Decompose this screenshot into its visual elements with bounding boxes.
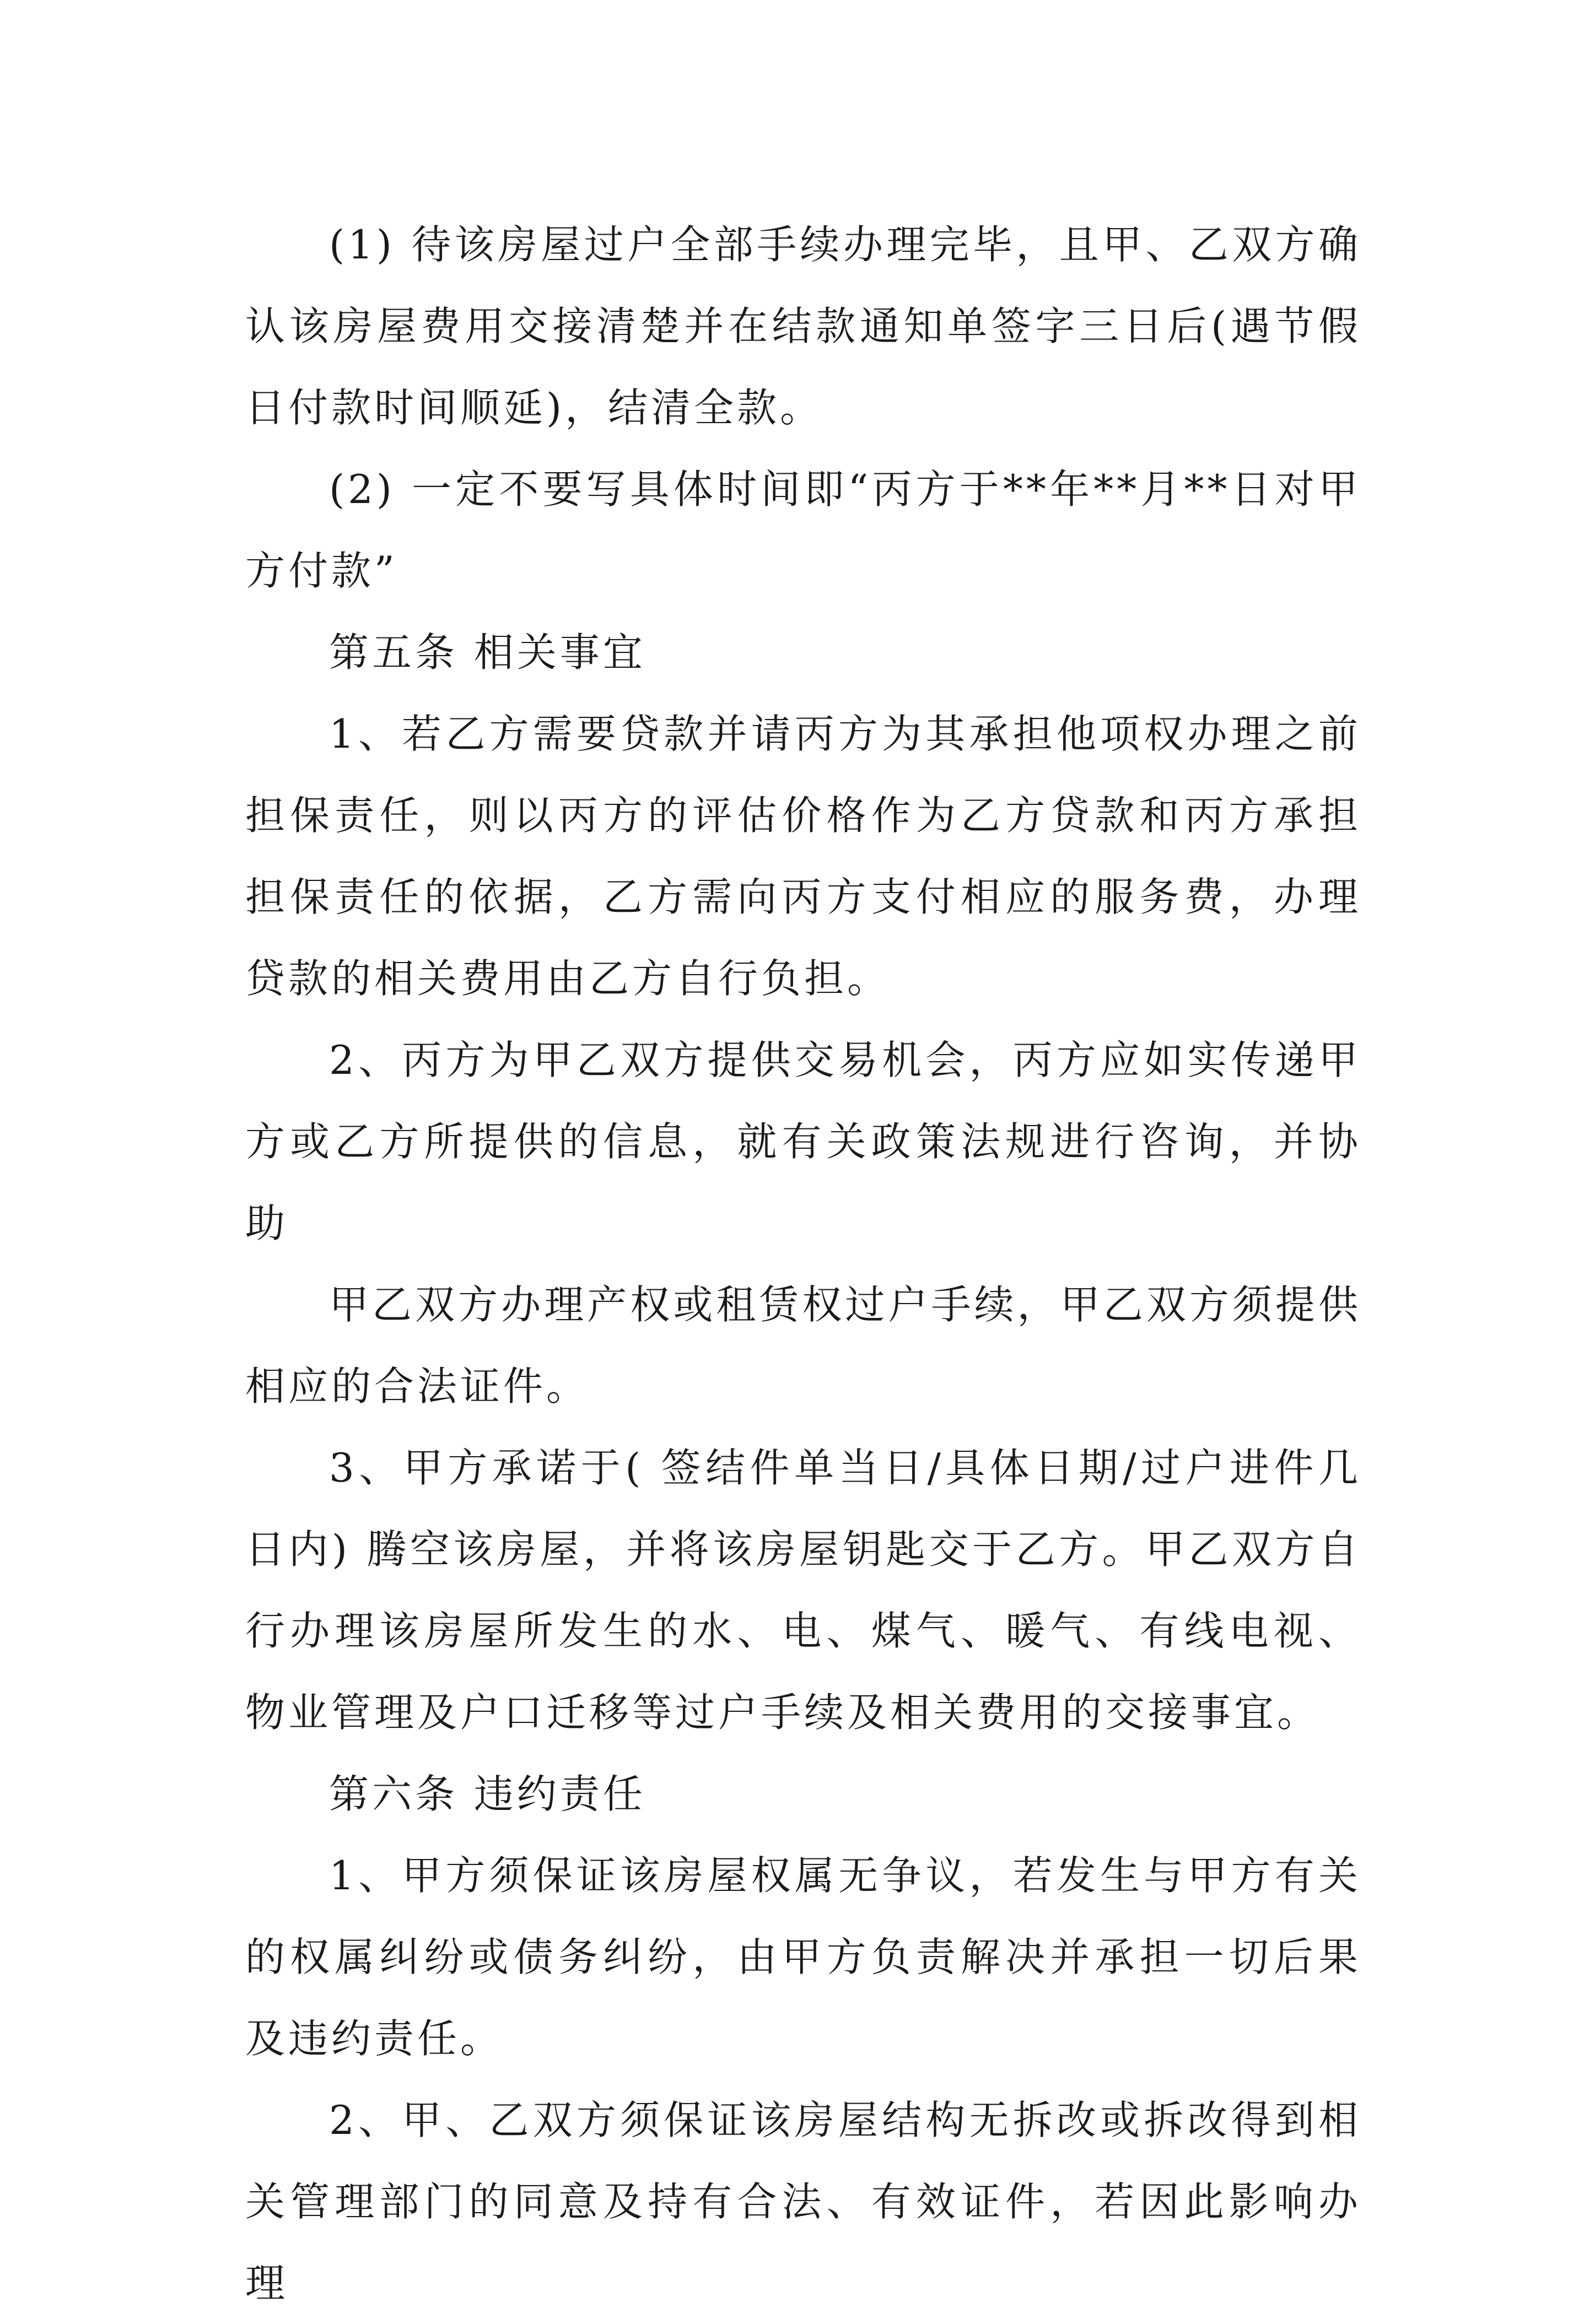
paragraph-article-5-item-2: 2、丙方为甲乙双方提供交易机会，丙方应如实传递甲方或乙方所提供的信息，就有关政策法规进行咨询，并协助 bbox=[245, 1037, 1361, 1246]
paragraph-article-5-item-3: 3、甲方承诺于( 签结件单当日/具体日期/过户进件几日内) 腾空该房屋，并将该房屋钥匙交于乙方。甲乙双方自行办理该房屋所发生的水、电、煤气、暖气、有线电视、物业管理及户口迁移等过户手续及相关费用的交接事宜。 bbox=[245, 1445, 1361, 1736]
paragraph-payment-item-2: (2) 一定不要写具体时间即“丙方于**年**月**日对甲方付款” bbox=[245, 466, 1361, 594]
paragraph-payment-item-1: (1) 待该房屋过户全部手续办理完毕，且甲、乙双方确认该房屋费用交接清楚并在结款通知单签字三日后(遇节假日付款时间顺延)，结清全款。 bbox=[245, 221, 1361, 431]
paragraph-article-5-item-1: 1、若乙方需要贷款并请丙方为其承担他项权办理之前担保责任，则以丙方的评估价格作为乙方贷款和丙方承担担保责任的依据，乙方需向丙方支付相应的服务费，办理贷款的相关费用由乙方自行负担。 bbox=[245, 711, 1361, 1002]
paragraph-article-6-item-1: 1、甲方须保证该房屋权属无争议，若发生与甲方有关的权属纠纷或债务纠纷，由甲方负责解决并承担一切后果及违约责任。 bbox=[245, 1852, 1361, 2062]
section-heading-article-5: 第五条 相关事宜 bbox=[329, 629, 646, 675]
document-body bbox=[245, 204, 1361, 2324]
paragraph-article-6-item-2: 2、甲、乙双方须保证该房屋结构无拆改或拆改得到相关管理部门的同意及持有合法、有效证件，若因此影响办理 bbox=[245, 2097, 1361, 2306]
section-heading-article-6: 第六条 违约责任 bbox=[329, 1771, 646, 1817]
paragraph-article-5-item-2-continued: 甲乙双方办理产权或租赁权过户手续，甲乙双方须提供相应的合法证件。 bbox=[245, 1282, 1361, 1409]
